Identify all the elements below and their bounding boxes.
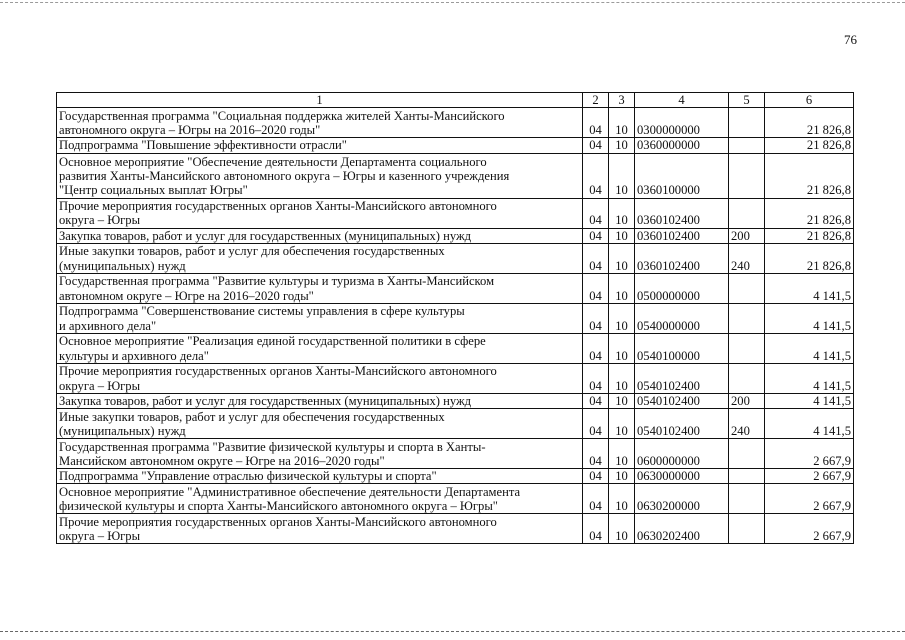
row-name: Иные закупки товаров, работ и услуг для обеспечения государственных (муниципальных) нужд <box>57 409 583 439</box>
subsection-code: 10 <box>609 303 635 333</box>
column-header-5: 5 <box>729 93 765 108</box>
expense-type-code <box>729 108 765 138</box>
expense-type-code <box>729 153 765 198</box>
section-code: 04 <box>583 198 609 228</box>
target-article-code: 0360102400 <box>635 228 729 243</box>
section-code: 04 <box>583 514 609 544</box>
expense-type-code <box>729 363 765 393</box>
expense-type-code: 200 <box>729 393 765 408</box>
subsection-code: 10 <box>609 393 635 408</box>
budget-table <box>56 92 854 544</box>
target-article-code: 0630202400 <box>635 514 729 544</box>
section-code: 04 <box>583 303 609 333</box>
table-row <box>57 469 854 484</box>
row-name: Прочие мероприятия государственных органов Ханты-Мансийского автономного округа – Югры <box>57 198 583 228</box>
section-code: 04 <box>583 439 609 469</box>
subsection-code: 10 <box>609 514 635 544</box>
table-row <box>57 108 854 138</box>
table-row <box>57 138 854 153</box>
subsection-code: 10 <box>609 409 635 439</box>
table-row <box>57 484 854 514</box>
column-header-4: 4 <box>635 93 729 108</box>
expense-type-code <box>729 514 765 544</box>
target-article-code: 0300000000 <box>635 108 729 138</box>
row-name: Подпрограмма "Повышение эффективности отрасли" <box>57 138 583 153</box>
amount: 4 141,5 <box>765 393 854 408</box>
target-article-code: 0360102400 <box>635 198 729 228</box>
target-article-code: 0360102400 <box>635 243 729 273</box>
row-name: Иные закупки товаров, работ и услуг для обеспечения государственных (муниципальных) нужд <box>57 243 583 273</box>
table-row <box>57 514 854 544</box>
amount: 4 141,5 <box>765 303 854 333</box>
target-article-code: 0540100000 <box>635 333 729 363</box>
subsection-code: 10 <box>609 153 635 198</box>
table-row <box>57 303 854 333</box>
subsection-code: 10 <box>609 243 635 273</box>
expense-type-code <box>729 273 765 303</box>
table-row <box>57 228 854 243</box>
table-row <box>57 198 854 228</box>
section-code: 04 <box>583 228 609 243</box>
column-header-6: 6 <box>765 93 854 108</box>
row-name: Подпрограмма "Управление отраслью физической культуры и спорта" <box>57 469 583 484</box>
expense-type-code: 240 <box>729 409 765 439</box>
target-article-code: 0630000000 <box>635 469 729 484</box>
amount: 21 826,8 <box>765 108 854 138</box>
expense-type-code <box>729 333 765 363</box>
page-number: 76 <box>844 32 857 47</box>
amount: 2 667,9 <box>765 469 854 484</box>
table-row <box>57 439 854 469</box>
subsection-code: 10 <box>609 439 635 469</box>
section-code: 04 <box>583 138 609 153</box>
row-name: Прочие мероприятия государственных органов Ханты-Мансийского автономного округа – Югры <box>57 363 583 393</box>
target-article-code: 0360000000 <box>635 138 729 153</box>
subsection-code: 10 <box>609 138 635 153</box>
expense-type-code: 240 <box>729 243 765 273</box>
section-code: 04 <box>583 469 609 484</box>
table-header-row <box>57 93 854 108</box>
amount: 4 141,5 <box>765 333 854 363</box>
table-row <box>57 393 854 408</box>
row-name: Основное мероприятие "Реализация единой государственной политики в сфере культуры и архивного дела" <box>57 333 583 363</box>
bottom-scan-line <box>0 631 905 632</box>
subsection-code: 10 <box>609 363 635 393</box>
row-name: Основное мероприятие "Обеспечение деятельности Департамента социального развития Ханты-Мансийского автономного округа – Югры и казенного учреждения "Центр социальных выплат Югры" <box>57 153 583 198</box>
top-scan-line <box>0 2 905 3</box>
target-article-code: 0500000000 <box>635 273 729 303</box>
target-article-code: 0360100000 <box>635 153 729 198</box>
amount: 2 667,9 <box>765 439 854 469</box>
subsection-code: 10 <box>609 198 635 228</box>
column-header-2: 2 <box>583 93 609 108</box>
amount: 21 826,8 <box>765 138 854 153</box>
target-article-code: 0540102400 <box>635 393 729 408</box>
section-code: 04 <box>583 153 609 198</box>
amount: 21 826,8 <box>765 228 854 243</box>
target-article-code: 0630200000 <box>635 484 729 514</box>
column-header-3: 3 <box>609 93 635 108</box>
amount: 4 141,5 <box>765 273 854 303</box>
subsection-code: 10 <box>609 228 635 243</box>
expense-type-code <box>729 138 765 153</box>
subsection-code: 10 <box>609 469 635 484</box>
subsection-code: 10 <box>609 484 635 514</box>
expense-type-code <box>729 469 765 484</box>
row-name: Основное мероприятие "Административное обеспечение деятельности Департамента физической культуры и спорта Ханты-Мансийского автономного округа – Югры" <box>57 484 583 514</box>
target-article-code: 0540102400 <box>635 363 729 393</box>
target-article-code: 0540000000 <box>635 303 729 333</box>
table-row <box>57 409 854 439</box>
amount: 2 667,9 <box>765 514 854 544</box>
subsection-code: 10 <box>609 108 635 138</box>
row-name: Закупка товаров, работ и услуг для государственных (муниципальных) нужд <box>57 393 583 408</box>
table-row <box>57 333 854 363</box>
row-name: Подпрограмма "Совершенствование системы управления в сфере культуры и архивного дела" <box>57 303 583 333</box>
row-name: Государственная программа "Социальная поддержка жителей Ханты-Мансийского автономного округа – Югры на 2016–2020 годы" <box>57 108 583 138</box>
section-code: 04 <box>583 108 609 138</box>
section-code: 04 <box>583 363 609 393</box>
expense-type-code <box>729 198 765 228</box>
expense-type-code <box>729 484 765 514</box>
section-code: 04 <box>583 409 609 439</box>
expense-type-code: 200 <box>729 228 765 243</box>
amount: 21 826,8 <box>765 198 854 228</box>
amount: 4 141,5 <box>765 409 854 439</box>
expense-type-code <box>729 439 765 469</box>
amount: 4 141,5 <box>765 363 854 393</box>
column-header-1: 1 <box>57 93 583 108</box>
row-name: Закупка товаров, работ и услуг для государственных (муниципальных) нужд <box>57 228 583 243</box>
table-row <box>57 153 854 198</box>
subsection-code: 10 <box>609 333 635 363</box>
table-row <box>57 273 854 303</box>
section-code: 04 <box>583 243 609 273</box>
target-article-code: 0600000000 <box>635 439 729 469</box>
section-code: 04 <box>583 393 609 408</box>
expense-type-code <box>729 303 765 333</box>
section-code: 04 <box>583 273 609 303</box>
amount: 21 826,8 <box>765 153 854 198</box>
amount: 2 667,9 <box>765 484 854 514</box>
row-name: Государственная программа "Развитие культуры и туризма в Ханты-Мансийском автономном округе – Югре на 2016–2020 годы" <box>57 273 583 303</box>
subsection-code: 10 <box>609 273 635 303</box>
table-row <box>57 243 854 273</box>
section-code: 04 <box>583 484 609 514</box>
target-article-code: 0540102400 <box>635 409 729 439</box>
row-name: Государственная программа "Развитие физической культуры и спорта в Ханты- Мансийском автономном округе – Югре на 2016–2020 годы" <box>57 439 583 469</box>
amount: 21 826,8 <box>765 243 854 273</box>
section-code: 04 <box>583 333 609 363</box>
table-row <box>57 363 854 393</box>
row-name: Прочие мероприятия государственных органов Ханты-Мансийского автономного округа – Югры <box>57 514 583 544</box>
